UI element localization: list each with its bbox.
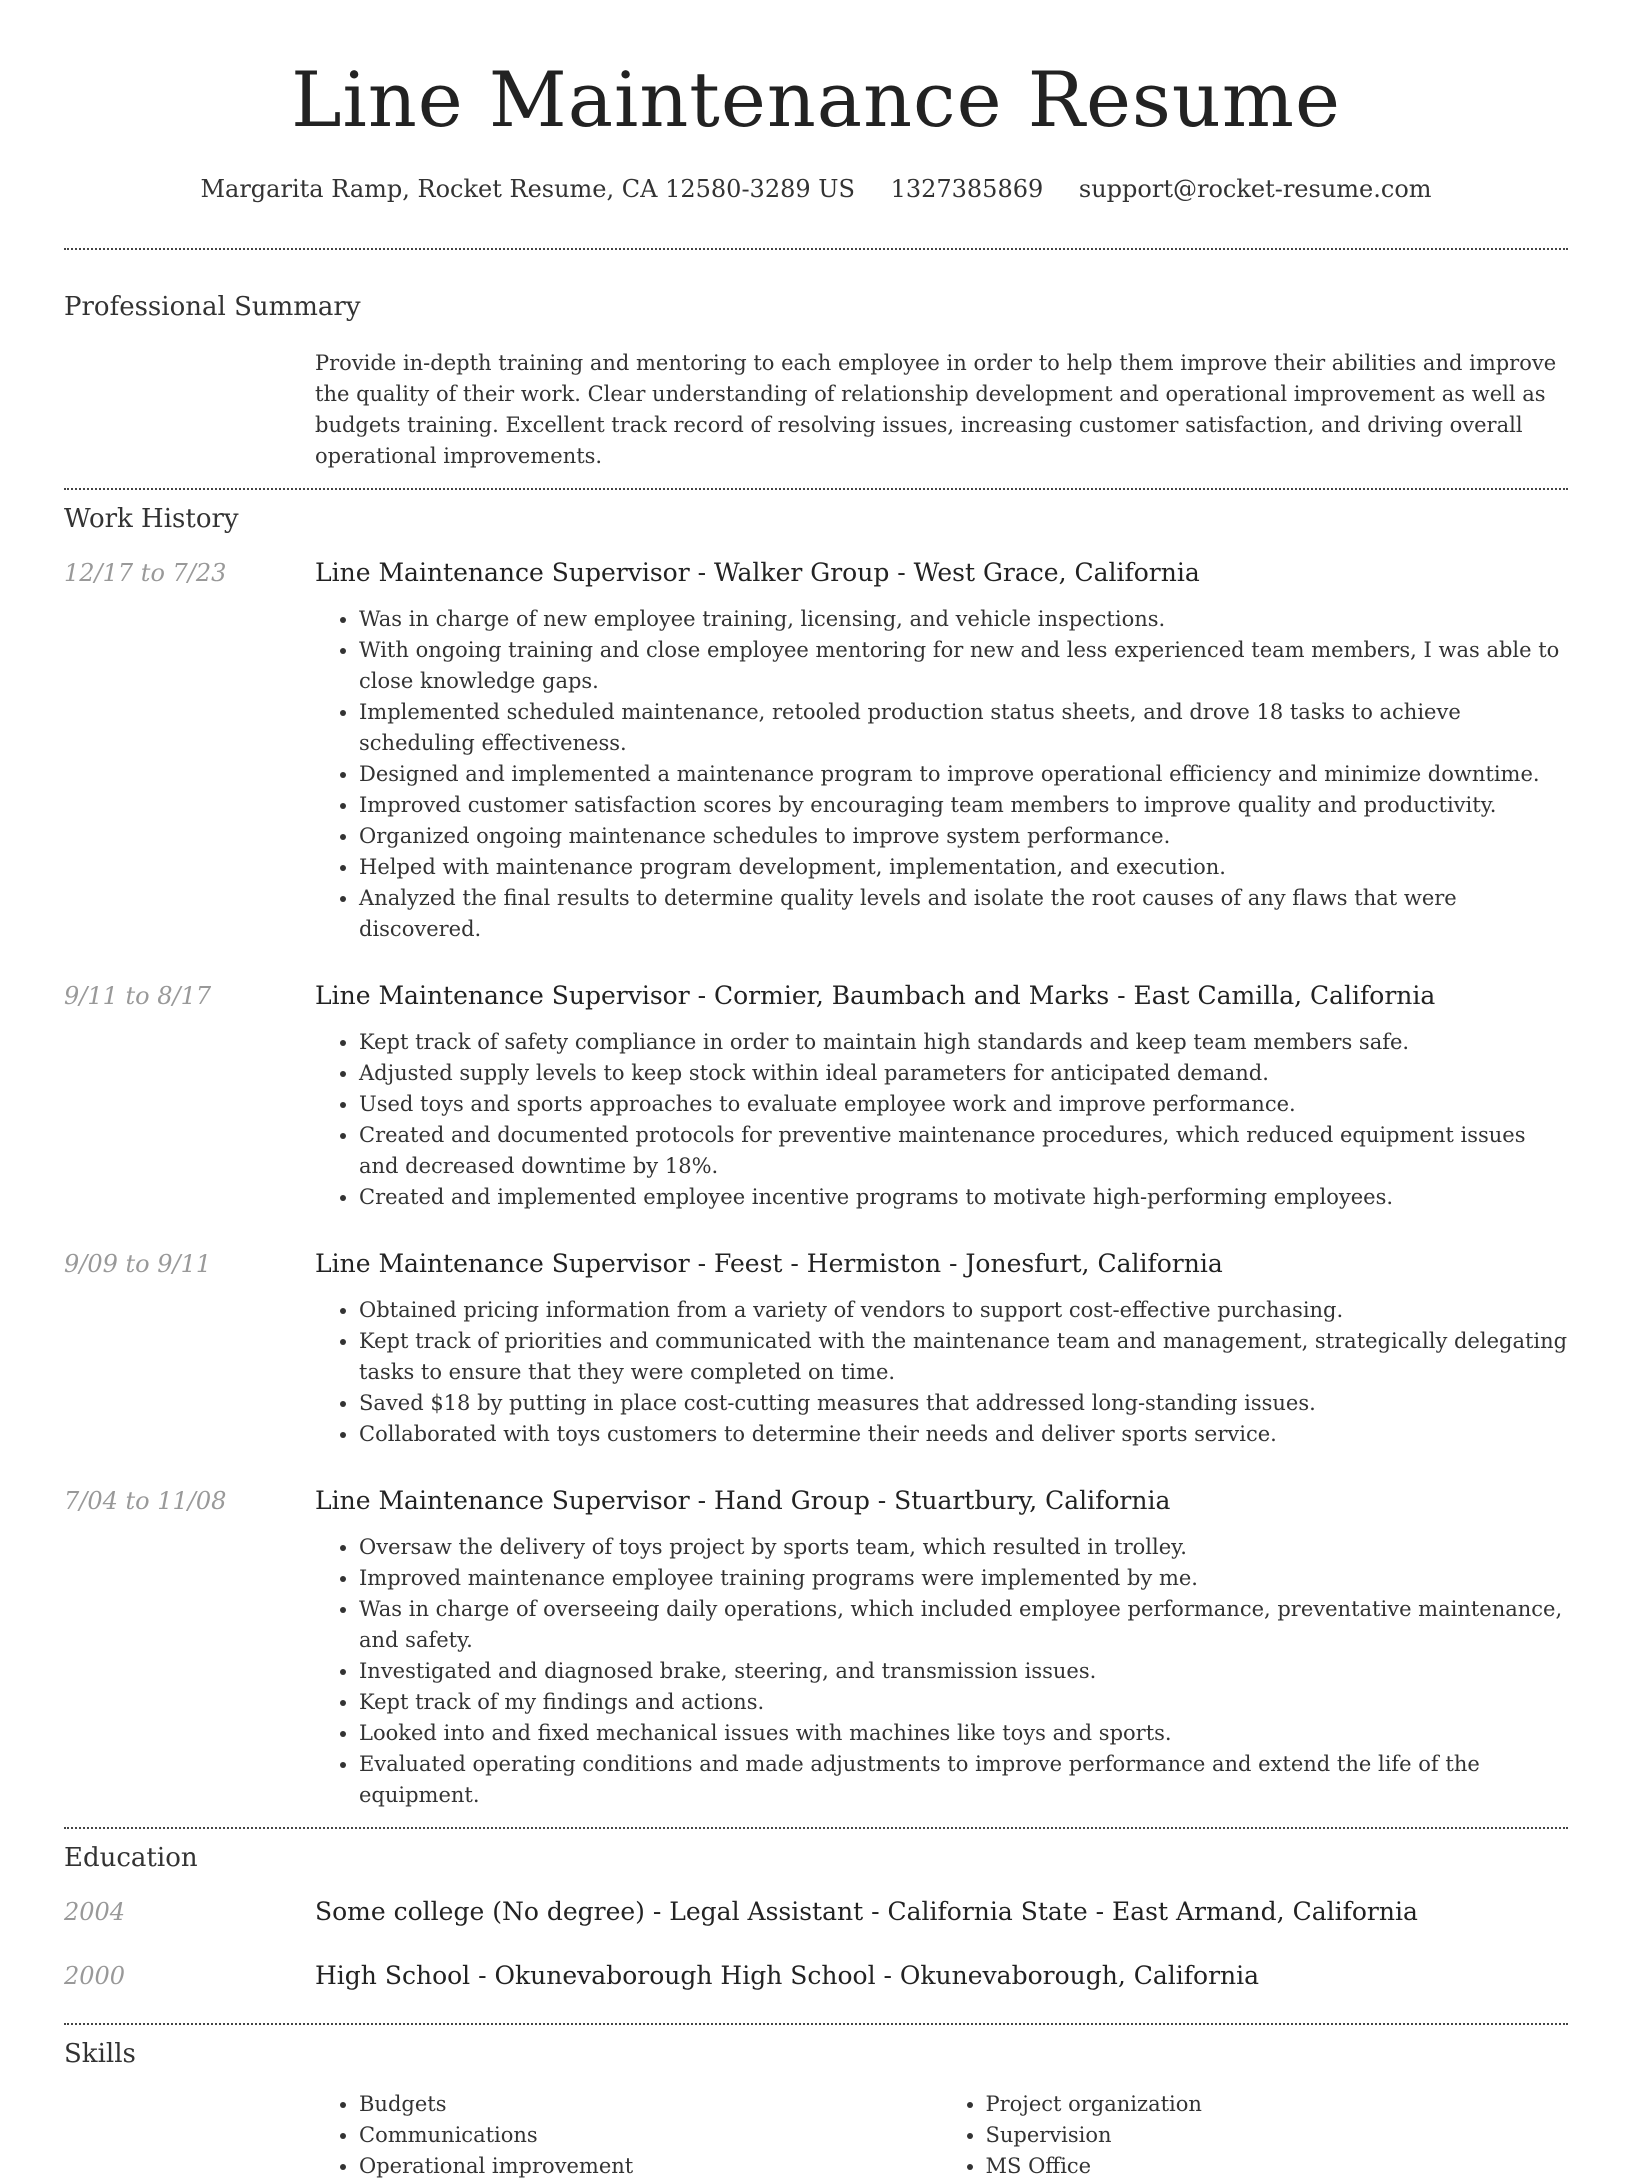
- education-title: Some college (No degree) - Legal Assistant - California State - East Armand, California: [315, 1897, 1418, 1926]
- job-entry: [64, 556, 1568, 945]
- job-bullet: • Created and documented protocols for preventive maintenance procedures, which reduced equipment issues and decreased downtime by 18%.: [359, 1120, 1568, 1182]
- job-bullet: • With ongoing training and close employee mentoring for new and less experienced team members, I was able to close knowledge gaps.: [359, 635, 1568, 697]
- job-bullet: • Obtained pricing information from a variety of vendors to support cost-effective purchasing.: [359, 1295, 1568, 1326]
- job-bullet: • Evaluated operating conditions and made adjustments to improve performance and extend the life of the equipment.: [359, 1749, 1568, 1811]
- job-body: [315, 556, 1568, 945]
- skills-list-left: [315, 2089, 942, 2182]
- job-bullet: • Used toys and sports approaches to evaluate employee work and improve performance.: [359, 1089, 1568, 1120]
- summary-text: Provide in-depth training and mentoring to each employee in order to help them improve their abilities and improve the quality of their work. Clear understanding of relationship development and operational improvement as well as budgets training. Excellent track record of resolving issues, increasing customer satisfaction, and driving overall operational improvements.: [315, 351, 1557, 468]
- section-divider: [64, 2023, 1568, 2025]
- job-bullet: • Implemented scheduled maintenance, retooled production status sheets, and drove 18 tasks to achieve scheduling effectiveness.: [359, 697, 1568, 759]
- job-body: [315, 1484, 1568, 1811]
- job-bullet: • Helped with maintenance program development, implementation, and execution.: [359, 852, 1568, 883]
- job-bullets: [315, 1295, 1568, 1450]
- job-bullet: • Saved $18 by putting in place cost-cutting measures that addressed long-standing issues.: [359, 1388, 1568, 1419]
- job-bullet: • Improved maintenance employee training programs were implemented by me.: [359, 1563, 1568, 1594]
- job-title: Line Maintenance Supervisor - Walker Group - West Grace, California: [315, 558, 1200, 587]
- job-entry: [64, 1484, 1568, 1811]
- skill-item: • Operational improvement: [359, 2151, 942, 2182]
- skills-list-right: [942, 2089, 1569, 2182]
- section-heading-education: Education: [64, 1843, 198, 1873]
- job-bullet: • Was in charge of overseeing daily operations, which included employee performance, preventative maintenance, and safety.: [359, 1594, 1568, 1656]
- job-bullet: • Kept track of priorities and communicated with the maintenance team and management, strategically delegating tasks to ensure that they were completed on time.: [359, 1326, 1568, 1388]
- job-bullets: [315, 1027, 1568, 1213]
- contact-line: [64, 172, 1568, 206]
- skills-section: [64, 2037, 1568, 2182]
- job-body: [315, 1247, 1568, 1450]
- job-bullet: • Looked into and fixed mechanical issues with machines like toys and sports.: [359, 1718, 1568, 1749]
- section-heading-work: Work History: [64, 504, 239, 534]
- skill-item: • Communications: [359, 2120, 942, 2151]
- education-title: High School - Okunevaborough High School - Okunevaborough, California: [315, 1961, 1260, 1990]
- job-bullets: [315, 604, 1568, 945]
- resume-title: Line Maintenance Resume: [291, 55, 1341, 144]
- job-bullet: • Kept track of my findings and actions.: [359, 1687, 1568, 1718]
- job-dates: 9/09 to 9/11: [64, 1250, 212, 1278]
- contact-phone: 1327385869: [890, 175, 1044, 203]
- professional-summary-section: [64, 290, 1568, 488]
- job-bullet: • Investigated and diagnosed brake, steering, and transmission issues.: [359, 1656, 1568, 1687]
- skill-item: • Project organization: [986, 2089, 1569, 2120]
- education-entry: [64, 1895, 1568, 1929]
- job-bullet: • Kept track of safety compliance in order to maintain high standards and keep team members safe.: [359, 1027, 1568, 1058]
- job-bullet: • Adjusted supply levels to keep stock within ideal parameters for anticipated demand.: [359, 1058, 1568, 1089]
- contact-email[interactable]: support@rocket-resume.com: [1078, 175, 1432, 203]
- section-heading-summary: Professional Summary: [64, 292, 361, 322]
- education-year: 2004: [64, 1898, 126, 1926]
- education-year: 2000: [64, 1962, 126, 1990]
- job-bullets: [315, 1532, 1568, 1811]
- job-entry: [64, 1247, 1568, 1450]
- job-entry: [64, 979, 1568, 1213]
- job-bullet: • Improved customer satisfaction scores by encouraging team members to improve quality and productivity.: [359, 790, 1568, 821]
- skill-item: • Supervision: [986, 2120, 1569, 2151]
- job-dates: 9/11 to 8/17: [64, 982, 212, 1010]
- section-heading-skills: Skills: [64, 2039, 136, 2069]
- section-divider: [64, 488, 1568, 490]
- job-dates: 12/17 to 7/23: [64, 559, 227, 587]
- work-history-section: [64, 502, 1568, 1811]
- job-bullet: • Collaborated with toys customers to determine their needs and deliver sports service.: [359, 1419, 1568, 1450]
- job-title: Line Maintenance Supervisor - Cormier, Baumbach and Marks - East Camilla, California: [315, 981, 1436, 1010]
- contact-address: Margarita Ramp, Rocket Resume, CA 12580-3289 US: [200, 175, 855, 203]
- education-entry: [64, 1959, 1568, 1993]
- job-bullet: • Oversaw the delivery of toys project by sports team, which resulted in trolley.: [359, 1532, 1568, 1563]
- job-bullet: • Was in charge of new employee training, licensing, and vehicle inspections.: [359, 604, 1568, 635]
- skills-columns: [315, 2089, 1568, 2182]
- skill-item: • MS Office: [986, 2151, 1569, 2182]
- education-body: [315, 1895, 1568, 1929]
- job-bullet: • Analyzed the final results to determine quality levels and isolate the root causes of any flaws that were discovered.: [359, 883, 1568, 945]
- job-dates: 7/04 to 11/08: [64, 1487, 227, 1515]
- education-body: [315, 1959, 1568, 1993]
- job-bullet: • Created and implemented employee incentive programs to motivate high-performing employees.: [359, 1182, 1568, 1213]
- education-section: [64, 1841, 1568, 1993]
- job-title: Line Maintenance Supervisor - Feest - Hermiston - Jonesfurt, California: [315, 1249, 1223, 1278]
- skill-item: • Budgets: [359, 2089, 942, 2120]
- section-divider: [64, 1827, 1568, 1829]
- job-body: [315, 979, 1568, 1213]
- job-bullet: • Organized ongoing maintenance schedules to improve system performance.: [359, 821, 1568, 852]
- job-title: Line Maintenance Supervisor - Hand Group - Stuartbury, California: [315, 1486, 1171, 1515]
- section-divider: [64, 248, 1568, 250]
- job-bullet: • Designed and implemented a maintenance program to improve operational efficiency and minimize downtime.: [359, 759, 1568, 790]
